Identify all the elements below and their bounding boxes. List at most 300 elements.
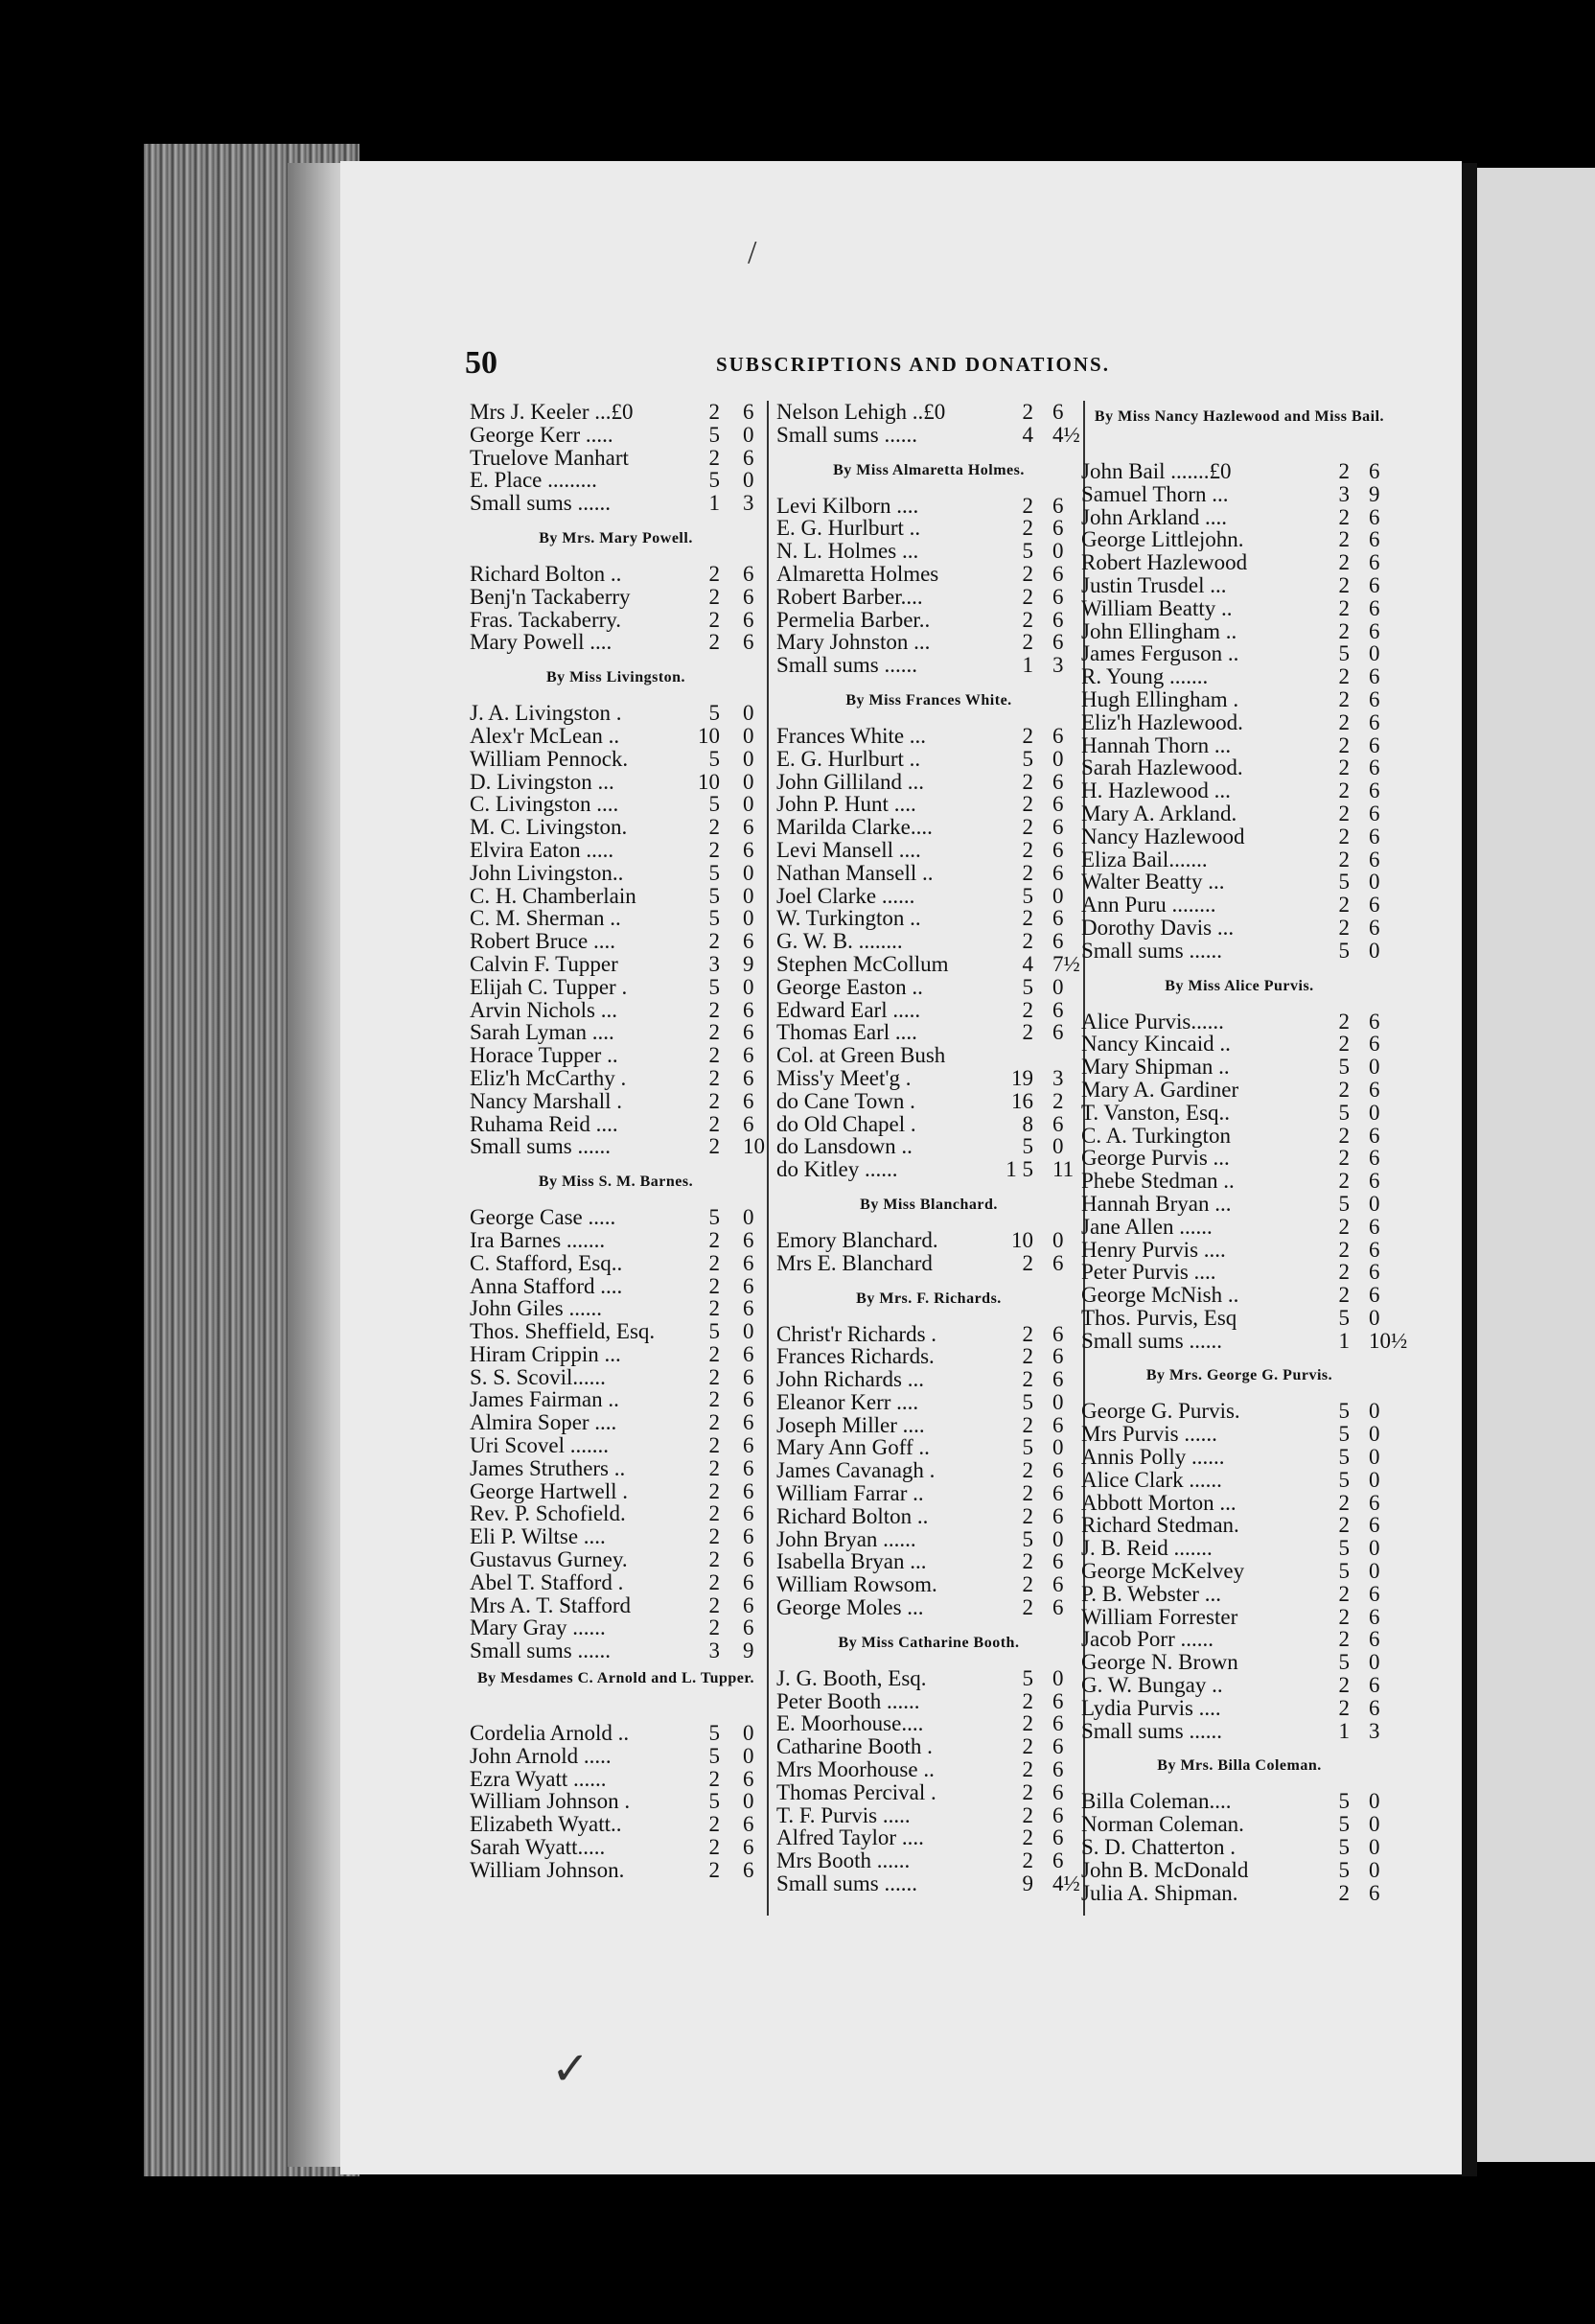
amount-shillings: 2: [1338, 893, 1350, 918]
amount-pence: 9: [1369, 481, 1380, 506]
amount-pence: 0: [743, 974, 754, 999]
ledger-row: [1081, 1697, 1398, 1720]
amount-shillings: 2: [1338, 755, 1350, 780]
amount-pence: 6: [1369, 527, 1380, 552]
ledger-row: [776, 1690, 1081, 1713]
amount-pence: 3: [743, 491, 754, 516]
ledger-row: [1081, 620, 1398, 643]
amount-pence: 0: [1369, 1191, 1380, 1216]
amount-shillings: 16: [1011, 1088, 1033, 1113]
amount-pence: 9: [743, 951, 754, 976]
amount-shillings: 5: [708, 422, 720, 447]
ledger-row: [776, 1459, 1081, 1482]
amount-pence: 6: [743, 1455, 754, 1480]
amount-pence: 6: [1369, 915, 1380, 940]
subscriber-name: Levi Mansell ....: [776, 837, 921, 862]
amount-pence: 6: [1369, 801, 1380, 825]
ledger-row: [776, 1368, 1081, 1391]
ledger-row: [470, 424, 762, 447]
subscriber-name: Frances White ...: [776, 723, 927, 748]
subscriber-name: Nelson Lehigh ..£0: [776, 400, 946, 424]
ledger-row: [1081, 1606, 1398, 1629]
amount-pence: 0: [743, 1319, 754, 1344]
amount-pence: 6: [743, 400, 754, 424]
ledger-row: [1081, 848, 1398, 872]
subscriber-name: E. G. Hurlburt ..: [776, 746, 921, 771]
subscriber-name: Small sums ......: [776, 422, 917, 447]
subscriber-name: Mrs J. Keeler ...£0: [470, 400, 634, 424]
ledger-row: [470, 953, 762, 976]
amount-shillings: 5: [1338, 641, 1350, 666]
amount-pence: 6: [743, 815, 754, 840]
amount-shillings: 2: [708, 561, 720, 586]
amount-shillings: 2: [1338, 572, 1350, 597]
ledger-row: [776, 1849, 1081, 1872]
ledger-row: [776, 563, 1081, 586]
ledger-row: [1081, 1628, 1398, 1651]
subscriber-name: do Lansdown ..: [776, 1134, 913, 1159]
subscriber-name: Small sums ......: [1081, 938, 1222, 963]
ledger-row: [470, 1366, 762, 1389]
amount-shillings: 3: [708, 1638, 720, 1663]
amount-pence: 6: [1052, 837, 1064, 862]
amount-shillings: 2: [708, 607, 720, 632]
subscriber-name: Ann Puru ........: [1081, 893, 1216, 918]
amount-pence: 6: [1369, 1077, 1380, 1102]
ledger-row: [1081, 1056, 1398, 1079]
amount-shillings: 5: [708, 1721, 720, 1746]
amount-shillings: 2: [708, 400, 720, 424]
amount-shillings: 2: [1338, 1032, 1350, 1057]
ledger-row: [470, 1480, 762, 1503]
amount-shillings: 2: [1022, 1250, 1033, 1275]
amount-shillings: 2: [1022, 630, 1033, 655]
amount-shillings: 5: [1338, 1100, 1350, 1125]
amount-pence: 0: [743, 769, 754, 794]
amount-pence: 6: [1369, 595, 1380, 620]
ledger-row: [470, 1434, 762, 1457]
ledger-row: [776, 609, 1081, 632]
ledger-row: [1081, 734, 1398, 757]
column-2: [776, 401, 1081, 1895]
amount-pence: 6: [1369, 1009, 1380, 1034]
amount-pence: 6: [1369, 893, 1380, 918]
amount-pence: 6: [1052, 792, 1064, 817]
amount-pence: 3: [1052, 653, 1064, 678]
amount-pence: 6: [1369, 504, 1380, 529]
ledger-row: [470, 816, 762, 839]
page-header: [465, 345, 1136, 393]
amount-shillings: 2: [1022, 1503, 1033, 1528]
subscriber-name: E. Place .........: [470, 468, 597, 493]
amount-pence: 6: [1052, 906, 1064, 931]
amount-pence: 0: [1052, 1389, 1064, 1414]
amount-shillings: 2: [1022, 584, 1033, 609]
amount-shillings: 5: [1022, 974, 1033, 999]
amount-pence: 6: [1369, 1673, 1380, 1698]
ledger-row: [1081, 1193, 1398, 1216]
ledger-row: [776, 953, 1081, 976]
section-title: By Miss Nancy Hazlewood and Miss Bail.: [1094, 408, 1385, 425]
amount-pence: 0: [1369, 938, 1380, 963]
amount-pence: 6: [743, 929, 754, 954]
amount-pence: 6: [743, 1273, 754, 1298]
subscriber-name: E. G. Hurlburt ..: [776, 516, 921, 541]
ledger-row: [1081, 1033, 1398, 1056]
ledger-row: [470, 1343, 762, 1366]
subscriber-name: James Ferguson ..: [1081, 641, 1239, 666]
subscriber-name: Edward Earl .....: [776, 997, 921, 1022]
ledger-row: [776, 1067, 1081, 1090]
amount-shillings: 5: [708, 468, 720, 493]
subscriber-name: C. Livingston ....: [470, 792, 619, 817]
subscriber-name: Peter Purvis ....: [1081, 1260, 1216, 1285]
subscriber-name: Nathan Mansell ..: [776, 860, 934, 885]
subscriber-name: Benj'n Tackaberry: [470, 584, 631, 609]
amount-pence: 0: [1369, 1422, 1380, 1447]
amount-shillings: 2: [1022, 1848, 1033, 1873]
subscriber-name: Anna Stafford ....: [470, 1273, 623, 1298]
subscriber-name: do Kitley ......: [776, 1157, 898, 1182]
amount-shillings: 5: [1022, 1435, 1033, 1460]
amount-shillings: 2: [708, 1250, 720, 1275]
amount-pence: 6: [1052, 493, 1064, 518]
amount-pence: 3: [1369, 1718, 1380, 1743]
ledger-row: [776, 816, 1081, 839]
amount-pence: 6: [743, 630, 754, 655]
subscriber-name: Richard Stedman.: [1081, 1513, 1239, 1538]
amount-shillings: 2: [708, 1835, 720, 1860]
subscriber-name: George McNish ..: [1081, 1283, 1239, 1308]
amount-pence: 6: [1052, 1250, 1064, 1275]
ledger-row: [776, 1596, 1081, 1619]
amount-pence: 6: [1052, 1111, 1064, 1136]
amount-shillings: 5: [1022, 746, 1033, 771]
ledger-row: [470, 1859, 762, 1882]
subscriber-name: J. G. Booth, Esq.: [776, 1665, 927, 1690]
subscriber-name: William Beatty ..: [1081, 595, 1233, 620]
subscriber-name: John Arnold .....: [470, 1743, 612, 1768]
amount-shillings: 5: [1022, 1526, 1033, 1551]
amount-pence: 0: [1052, 1435, 1064, 1460]
amount-shillings: 5: [708, 792, 720, 817]
amount-shillings: 2: [1338, 1581, 1350, 1606]
subscriber-name: Nancy Hazlewood: [1081, 824, 1245, 848]
subscriber-name: Hugh Ellingham .: [1081, 686, 1239, 711]
amount-shillings: 2: [708, 1410, 720, 1435]
subscriber-name: George Hartwell .: [470, 1478, 628, 1503]
amount-shillings: 2: [1338, 1123, 1350, 1148]
ledger-row: [776, 1505, 1081, 1528]
amount-shillings: 2: [1022, 1321, 1033, 1346]
section-title: By Miss Catharine Booth.: [838, 1634, 1020, 1651]
ledger-row: [776, 862, 1081, 885]
subscriber-name: S. S. Scovil......: [470, 1364, 606, 1389]
amount-shillings: 2: [1338, 595, 1350, 620]
amount-shillings: 2: [1338, 1237, 1350, 1262]
ledger-row: [776, 1135, 1081, 1158]
ledger-row: [470, 907, 762, 930]
amount-shillings: 2: [1022, 792, 1033, 817]
amount-pence: 6: [1369, 779, 1380, 803]
ledger-row: [776, 1391, 1081, 1414]
amount-pence: 6: [1052, 516, 1064, 541]
subscriber-name: Sarah Wyatt.....: [470, 1835, 606, 1860]
amount-pence: 0: [1052, 1227, 1064, 1252]
amount-shillings: 2: [1022, 400, 1033, 424]
ledger-row: [470, 1502, 762, 1525]
ledger-row: [470, 1548, 762, 1571]
ledger-row: [1081, 1261, 1398, 1284]
amount-shillings: 2: [708, 630, 720, 655]
subscriber-name: Thos. Purvis, Esq: [1081, 1305, 1237, 1330]
amount-pence: 7½: [1052, 951, 1080, 976]
amount-pence: 6: [1052, 607, 1064, 632]
subscriber-name: Nancy Kincaid ..: [1081, 1032, 1231, 1057]
subscriber-name: Julia A. Shipman.: [1081, 1880, 1238, 1905]
ledger-row: [776, 1826, 1081, 1849]
page-fold-shadow: [1462, 163, 1477, 2176]
ledger-row: [1081, 1537, 1398, 1560]
amount-shillings: 2: [1338, 1169, 1350, 1194]
amount-shillings: 5: [1338, 1191, 1350, 1216]
subscriber-name: Ezra Wyatt ......: [470, 1766, 607, 1791]
subscriber-name: Cordelia Arnold ..: [470, 1721, 630, 1746]
ledger-row: [1081, 551, 1398, 574]
amount-pence: 6: [743, 1592, 754, 1617]
ledger-row: [470, 771, 762, 794]
amount-shillings: 2: [1338, 801, 1350, 825]
amount-pence: 6: [1052, 1458, 1064, 1483]
ledger-row: [1081, 506, 1398, 529]
amount-pence: 6: [1052, 1825, 1064, 1850]
subscriber-name: James Fairman ..: [470, 1387, 619, 1412]
subscriber-name: Dorothy Davis ...: [1081, 915, 1235, 940]
subscriber-name: Annis Polly ......: [1081, 1445, 1225, 1470]
section-title: By Mrs. F. Richards.: [856, 1290, 1002, 1307]
subscriber-name: Samuel Thorn ...: [1081, 481, 1229, 506]
subscriber-name: Phebe Stedman ..: [1081, 1169, 1235, 1194]
ledger-row: [776, 1229, 1081, 1252]
ledger-row: [1081, 1170, 1398, 1193]
subscriber-name: Eliz'h Hazlewood.: [1081, 709, 1243, 734]
ledger-row: [1081, 1836, 1398, 1859]
ledger-row: [470, 1639, 762, 1662]
subscriber-name: Emory Blanchard.: [776, 1227, 938, 1252]
ledger-row: [1081, 871, 1398, 894]
amount-pence: 6: [1052, 1020, 1064, 1045]
subscriber-name: Lydia Purvis ....: [1081, 1695, 1221, 1720]
amount-shillings: 5: [1338, 1835, 1350, 1860]
ledger-row: [470, 1571, 762, 1594]
amount-pence: 0: [1369, 1857, 1380, 1882]
amount-pence: 6: [1052, 1321, 1064, 1346]
amount-shillings: 5: [708, 1789, 720, 1814]
ledger-row: [776, 1735, 1081, 1758]
subscriber-name: Permelia Barber..: [776, 607, 931, 632]
amount-shillings: 2: [708, 1296, 720, 1321]
subscriber-name: William Rowsom.: [776, 1572, 937, 1597]
amount-shillings: 3: [1338, 481, 1350, 506]
amount-shillings: 5: [708, 701, 720, 726]
ledger-row: [470, 586, 762, 609]
ledger-row: [470, 1134, 765, 1159]
amount-shillings: 5: [1338, 1467, 1350, 1492]
amount-pence: 6: [1369, 459, 1380, 483]
ledger-row: [776, 401, 1081, 424]
amount-shillings: 2: [1338, 1077, 1350, 1102]
amount-pence: 6: [1052, 1848, 1064, 1873]
amount-pence: 6: [1052, 1734, 1064, 1759]
amount-shillings: 2: [1338, 1604, 1350, 1629]
ledger-row: [1081, 528, 1398, 551]
subscriber-name: R. Young .......: [1081, 664, 1209, 689]
amount-pence: 6: [1052, 997, 1064, 1022]
subscriber-name: William Pennock.: [470, 746, 629, 771]
amount-shillings: 2: [1022, 997, 1033, 1022]
ledger-row: [470, 1813, 762, 1836]
amount-pence: 10: [743, 1134, 765, 1159]
amount-pence: 9: [743, 1638, 754, 1663]
subscriber-name: Alice Clark ......: [1081, 1467, 1222, 1492]
subscriber-name: Mrs Booth ......: [776, 1848, 911, 1873]
amount-pence: 6: [1369, 572, 1380, 597]
ledger-row: [470, 1594, 762, 1617]
ledger-row: [776, 1323, 1081, 1346]
subscriber-name: Small sums ......: [1081, 1328, 1222, 1353]
amount-pence: 0: [743, 468, 754, 493]
subscriber-name: Hannah Thorn ...: [1081, 732, 1232, 757]
amount-pence: 6: [1369, 686, 1380, 711]
amount-shillings: 2: [1338, 664, 1350, 689]
amount-shillings: 2: [1022, 1367, 1033, 1392]
ledger-row: [470, 492, 762, 515]
amount-shillings: 2: [1338, 618, 1350, 643]
subscriber-name: James Cavanagh .: [776, 1458, 936, 1483]
subscriber-name: Jane Allen ......: [1081, 1214, 1213, 1239]
subscriber-name: Ruhama Reid ....: [470, 1111, 618, 1136]
amount-pence: 6: [1369, 1695, 1380, 1720]
ledger-row: [470, 725, 762, 748]
amount-pence: 6: [743, 997, 754, 1022]
amount-shillings: 5: [708, 1743, 720, 1768]
ledger-row: [1081, 642, 1398, 665]
ledger-row: [1081, 1813, 1398, 1836]
amount-pence: 6: [1369, 1604, 1380, 1629]
amount-pence: 0: [1052, 1526, 1064, 1551]
amount-shillings: 2: [708, 837, 720, 862]
subscriber-name: Richard Bolton ..: [776, 1503, 929, 1528]
amount-shillings: 2: [708, 1043, 720, 1068]
amount-pence: 0: [1369, 1399, 1380, 1424]
subscriber-name: Small sums ......: [470, 1134, 611, 1159]
ledger-row: [470, 930, 762, 953]
amount-pence: 0: [743, 1721, 754, 1746]
amount-pence: 0: [743, 1743, 754, 1768]
amount-shillings: 2: [708, 1387, 720, 1412]
subscriber-name: Joseph Miller ....: [776, 1412, 925, 1437]
amount-pence: 0: [1369, 1305, 1380, 1330]
amount-shillings: 5: [1022, 883, 1033, 908]
subscriber-name: John Bryan ......: [776, 1526, 916, 1551]
amount-pence: 6: [743, 1065, 754, 1090]
subscriber-name: Eleanor Kerr ....: [776, 1389, 919, 1414]
amount-shillings: 2: [708, 1020, 720, 1045]
subscriber-name: J. B. Reid .......: [1081, 1536, 1213, 1561]
subscriber-name: W. Turkington ..: [776, 906, 921, 931]
ledger-row: [1081, 917, 1398, 940]
amount-pence: 6: [743, 1524, 754, 1549]
ledger-row: [1081, 1446, 1398, 1469]
amount-shillings: 2: [1338, 709, 1350, 734]
amount-pence: 6: [743, 1043, 754, 1068]
amount-shillings: 5: [1338, 1789, 1350, 1814]
amount-shillings: 2: [1022, 1757, 1033, 1782]
subscriber-name: Truelove Manhart: [470, 445, 629, 470]
ledger-row: [776, 654, 1081, 677]
amount-shillings: 2: [1022, 929, 1033, 954]
amount-shillings: 2: [1338, 504, 1350, 529]
ledger-row: [470, 1616, 762, 1639]
ledger-row: [776, 793, 1081, 816]
amount-shillings: 5: [1022, 1665, 1033, 1690]
ledger-row: [1081, 711, 1398, 734]
amount-shillings: 2: [708, 1134, 720, 1159]
subscriber-name: Mary A. Arkland.: [1081, 801, 1237, 825]
subscriber-name: Robert Hazlewood: [1081, 550, 1248, 575]
ledger-row: [1081, 597, 1398, 620]
amount-pence: 6: [1369, 847, 1380, 872]
ledger-row: [1081, 460, 1398, 483]
amount-pence: 6: [743, 1812, 754, 1837]
ledger-row: [1081, 574, 1398, 597]
amount-shillings: 5: [1338, 870, 1350, 895]
amount-pence: 6: [1052, 584, 1064, 609]
subscriber-name: Nancy Marshall .: [470, 1088, 623, 1113]
amount-shillings: 2: [1338, 459, 1350, 483]
ledger-row: [470, 447, 762, 470]
amount-shillings: 2: [1022, 1020, 1033, 1045]
subscriber-name: George Littlejohn.: [1081, 527, 1244, 552]
amount-pence: 6: [1369, 755, 1380, 780]
subscriber-name: J. A. Livingston .: [470, 701, 622, 726]
amount-pence: 6: [743, 445, 754, 470]
amount-pence: 0: [1369, 641, 1380, 666]
section-title: By Mrs. Billa Coleman.: [1157, 1757, 1322, 1775]
amount-pence: 6: [1052, 769, 1064, 794]
subscriber-name: Sarah Lyman ....: [470, 1020, 614, 1045]
amount-shillings: 5: [1338, 1055, 1350, 1080]
amount-shillings: 2: [708, 1501, 720, 1526]
subscriber-name: Mary Johnston ...: [776, 630, 931, 655]
amount-pence: 6: [1369, 709, 1380, 734]
amount-pence: 6: [1369, 1490, 1380, 1515]
column-3: [1081, 401, 1408, 1905]
amount-shillings: 2: [1338, 527, 1350, 552]
amount-pence: 6: [1052, 1779, 1064, 1804]
subscriber-name: Small sums ......: [470, 1638, 611, 1663]
amount-shillings: 2: [1022, 860, 1033, 885]
amount-pence: 6: [743, 1410, 754, 1435]
amount-shillings: 2: [1022, 1412, 1033, 1437]
subscriber-name: P. B. Webster ...: [1081, 1581, 1221, 1606]
subscriber-name: T. Vanston, Esq..: [1081, 1100, 1231, 1125]
ledger-row: [776, 1872, 1081, 1895]
ledger-row: [470, 1745, 762, 1768]
amount-shillings: 5: [1338, 1445, 1350, 1470]
subscriber-name: Hannah Bryan ...: [1081, 1191, 1232, 1216]
ledger-row: [470, 862, 762, 885]
